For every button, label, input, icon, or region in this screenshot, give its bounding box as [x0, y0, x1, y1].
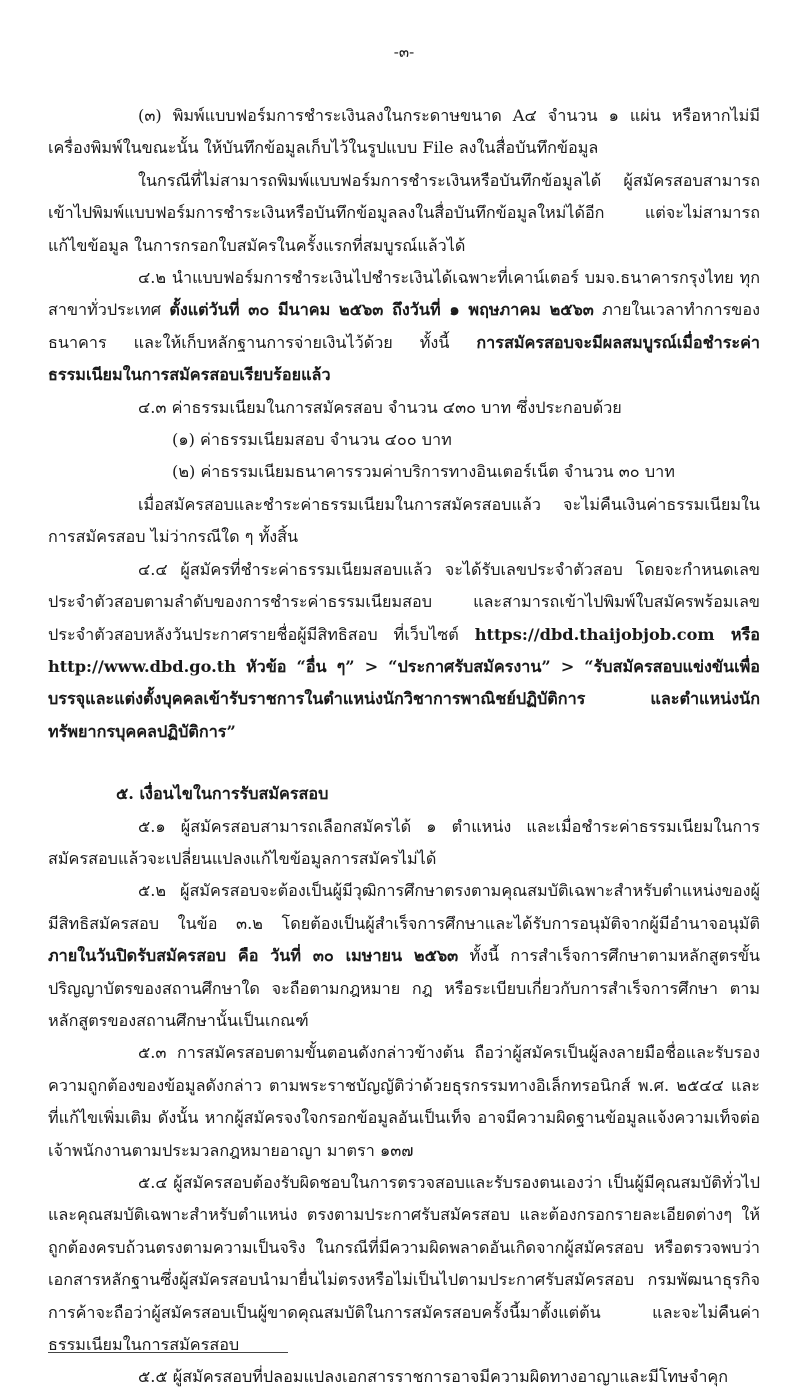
paragraph-5-2 — [48, 875, 760, 1037]
paragraph-5-5: ๕.๕ ผู้สมัครสอบที่ปลอมแปลงเอกสารราชการอาจมีความผิดทางอาญาและมีโทษจำคุก — [138, 1367, 729, 1387]
text-payment-period: ตั้งแต่วันที่ ๓๐ มีนาคม ๒๕๖๓ ถึงวันที่ ๑ พฤษภาคม ๒๕๖๓ — [169, 300, 594, 320]
paragraph-fee-bank: (๒) ค่าธรรมเนียมธนาคารรวมค่าบริการทางอินเตอร์เน็ต จำนวน ๓๐ บาท — [172, 462, 675, 482]
paragraph-4-2 — [48, 262, 760, 392]
paragraph-5-1: ๕.๑ ผู้สมัครสอบสามารถเลือกสมัครได้ ๑ ตำแหน่ง และเมื่อชำระค่าธรรมเนียมในการสมัครสอบแล้วจะเปลี่ยนแปลงแก้ไขข้อมูลการสมัครไม่ได้ — [48, 816, 760, 868]
text-payment-complete: การสมัครสอบจะมีผลสมบูรณ์เมื่อชำระค่าธรรมเนียมในการสมัครสอบเรียบร้อยแล้ว — [48, 332, 760, 385]
text-4-2-start: ๔.๒ นำแบบฟอร์มการชำระเงินไปชำระเงินได้เฉพาะที่เคาน์เตอร์ บมจ.ธนาคารกรุงไทย ทุกสาขาทั่วประเทศ — [48, 268, 760, 320]
paragraph-cannot-print: ในกรณีที่ไม่สามารถพิมพ์แบบฟอร์มการชำระเงินหรือบันทึกข้อมูลได้ ผู้สมัครสอบสามารถเข้าไปพิมพ์แบบฟอร์มการชำระเงินหรือบันทึกข้อมูลลงในสื่อบันทึกข้อมูลใหม่ได้อีก แต่จะไม่สามารถแก้ไขข้อมูล ในการกรอกใบสมัครในครั้งแรกที่สมบูรณ์แล้วได้ — [48, 170, 760, 255]
paragraph-5-4: ๕.๔ ผู้สมัครสอบต้องรับผิดชอบในการตรวจสอบและรับรองตนเองว่า เป็นผู้มีคุณสมบัติทั่วไปและคุณสมบัติเฉพาะสำหรับตำแหน่ง ตรงตามประกาศรับสมัครสอบ และต้องกรอกรายละเอียดต่างๆ ให้ถูกต้องครบถ้วนตรงตามความเป็นจริง ในกรณีที่มีความผิดพลาดอันเกิดจากผู้สมัครสอบ หรือตรวจพบว่าเอกสารหลักฐานซึ่งผู้สมัครสอบนำมายื่นไม่ตรงหรือไม่เป็นไปตามประกาศรับสมัครสอบ กรมพัฒนาธุรกิจการค้าจะถือว่าผู้สมัครสอบเป็นผู้ขาดคุณสมบัติในการสมัครสอบครั้งนี้มาตั้งแต่ต้น และจะไม่คืนค่าธรรมเนียมในการสมัครสอบ — [48, 1173, 760, 1355]
text-4-4-start: ๔.๔ ผู้สมัครที่ชำระค่าธรรมเนียมสอบแล้ว จะได้รับเลขประจำตัวสอบ โดยจะกำหนดเลขประจำตัวสอบตามลำดับของการชำระค่าธรรมเนียมสอบ และสามารถเข้าไปพิมพ์ใบสมัครพร้อมเลขประจำตัวสอบหลังวันประกาศรายชื่อผู้มีสิทธิสอบ ที่เว็บไซต์ — [48, 559, 760, 644]
paragraph-print-form: (๓) พิมพ์แบบฟอร์มการชำระเงินลงในกระดาษขนาด A๔ จำนวน ๑ แผ่น หรือหากไม่มีเครื่องพิมพ์ในขณะนั้น ให้บันทึกข้อมูลเก็บไว้ในรูปแบบ File ลงในสื่อบันทึกข้อมูล — [48, 106, 760, 158]
text-5-2-end: ทั้งนี้ การสำเร็จการศึกษาตามหลักสูตรขั้นปริญญาบัตรของสถานศึกษาใด จะถือตามกฎหมาย กฎ หรือระเบียบเกี่ยวกับการสำเร็จการศึกษา ตามหลักสูตรของสถานศึกษานั้นเป็นเกณฑ์ — [48, 946, 760, 1030]
text-4-2-middle: ภายในเวลาทำการของธนาคาร และให้เก็บหลักฐานการจ่ายเงินไว้ด้วย ทั้งนี้ — [48, 300, 760, 352]
paragraph-no-refund: เมื่อสมัครสอบและชำระค่าธรรมเนียมในการสมัครสอบแล้ว จะไม่คืนเงินค่าธรรมเนียมในการสมัครสอบ ไม่ว่ากรณีใด ๆ ทั้งสิ้น — [48, 494, 760, 547]
paragraph-5-3: ๕.๓ การสมัครสอบตามขั้นตอนดังกล่าวข้างต้น ถือว่าผู้สมัครเป็นผู้ลงลายมือชื่อและรับรองความถูกต้องของข้อมูลดังกล่าว ตามพระราชบัญญัติว่าด้วยธุรกรรมทางอิเล็กทรอนิกส์ พ.ศ. ๒๕๔๔ และที่แก้ไขเพิ่มเติม ดังนั้น หากผู้สมัครจงใจกรอกข้อมูลอันเป็นเท็จ อาจมีความผิดฐานข้อมูลแจ้งความเท็จต่อเจ้าพนักงานตามประมวลกฎหมายอาญา มาตรา ๑๓๗ — [48, 1043, 760, 1160]
text-website-links: https://dbd.thaijobjob.com หรือ http://www.dbd.go.th หัวข้อ “อื่น ๆ” > “ประกาศรับสมัครงาน” > “รับสมัครสอบแข่งขันเพื่อบรรจุและแต่งตั้งบุคคลเข้ารับราชการในตำแหน่งนักวิชาการพาณิชย์ปฏิบัติการ และตำแหน่งนักทรัพยากรบุคคลปฏิบัติการ” — [48, 624, 760, 741]
paragraph-4-4 — [48, 554, 760, 748]
text-5-2-start: ๕.๒ ผู้สมัครสอบจะต้องเป็นผู้มีวุฒิการศึกษาตรงตามคุณสมบัติเฉพาะสำหรับตำแหน่งของผู้มีสิทธิสมัครสอบ ในข้อ ๓.๒ โดยต้องเป็นผู้สำเร็จการศึกษาและได้รับการอนุมัติจากผู้มีอำนาจอนุมัติ — [48, 881, 760, 933]
paragraph-fee-exam: (๑) ค่าธรรมเนียมสอบ จำนวน ๔๐๐ บาท — [172, 430, 452, 450]
text-closing-date: ภายในวันปิดรับสมัครสอบ คือ วันที่ ๓๐ เมษายน ๒๕๖๓ — [48, 946, 459, 966]
section-heading-5: ๕. เงื่อนไขในการรับสมัครสอบ — [116, 784, 329, 804]
footnote-divider — [48, 1352, 288, 1353]
page-number: -๓- — [393, 43, 415, 61]
paragraph-4-3: ๔.๓ ค่าธรรมเนียมในการสมัครสอบ จำนวน ๔๓๐ บาท ซึ่งประกอบด้วย — [138, 397, 622, 417]
